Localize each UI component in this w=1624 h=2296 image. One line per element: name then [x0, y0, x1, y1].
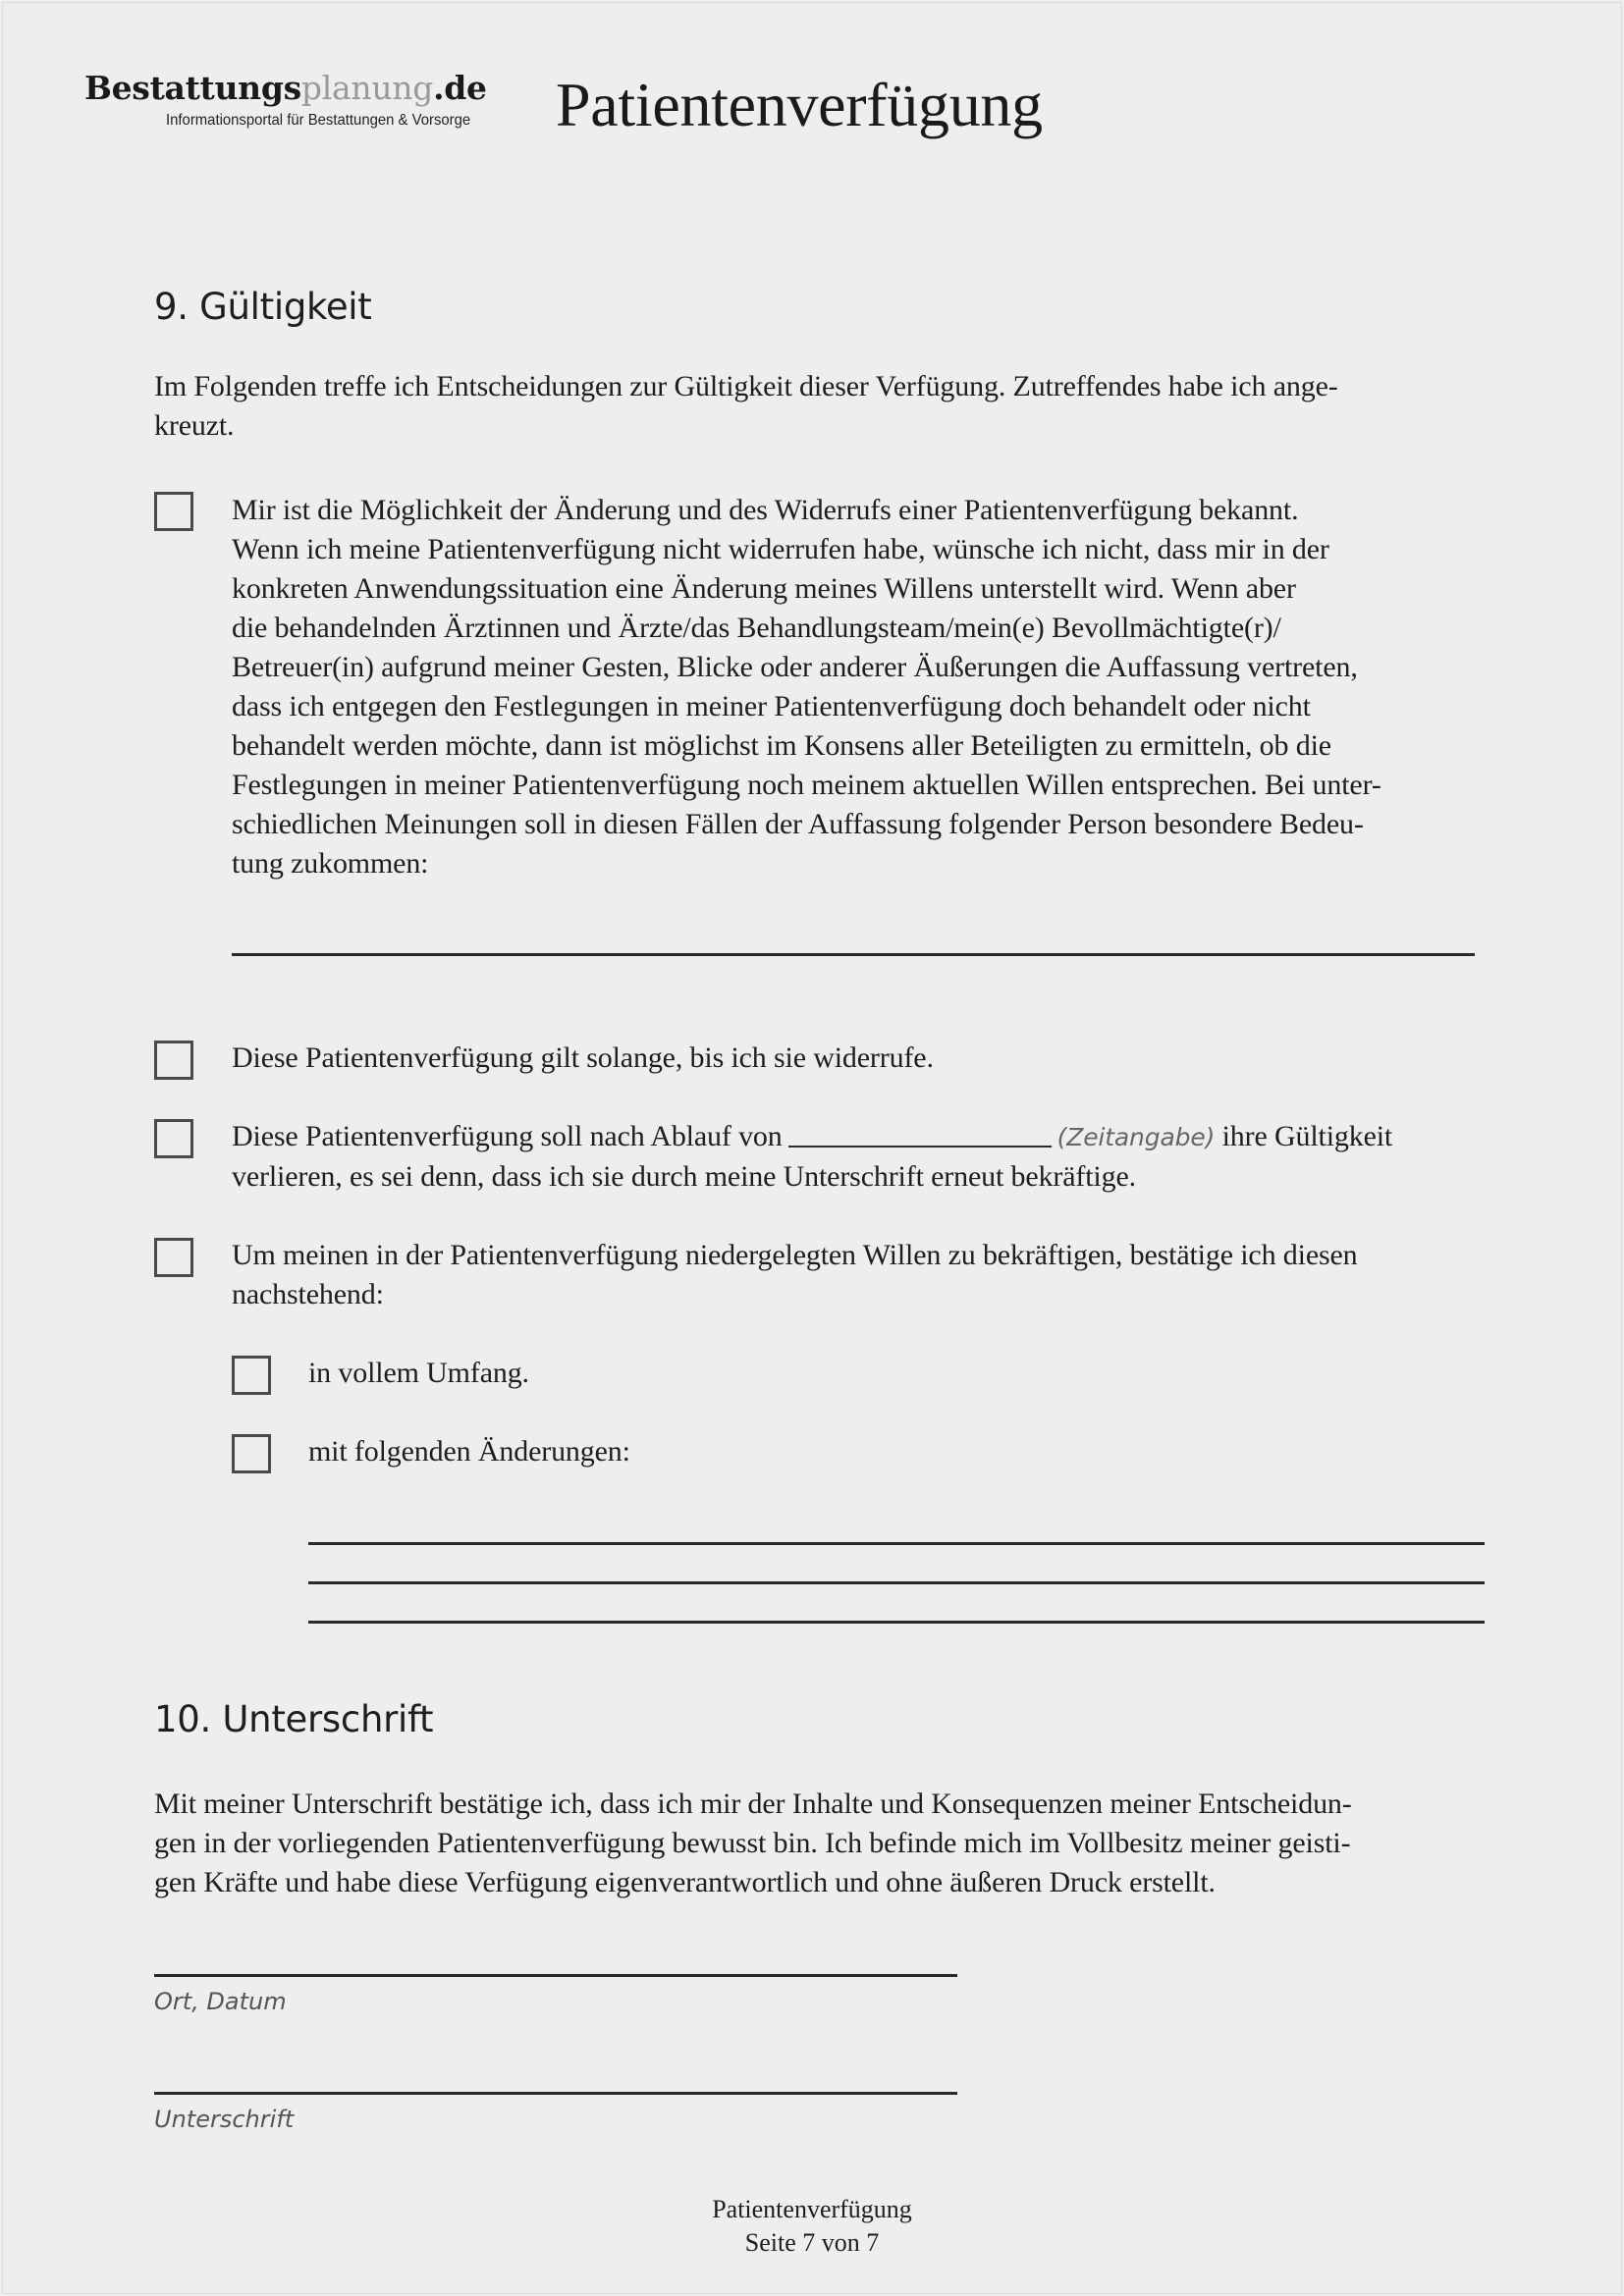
signature-label: Unterschrift: [154, 2106, 295, 2133]
section-heading-signature: 10. Unterschrift: [154, 1698, 434, 1740]
option1-text: [232, 491, 1381, 883]
signature-text-line: gen Kräfte und habe diese Verfügung eigenverantwortlich und ohne äußeren Druck erstellt.: [154, 1866, 1216, 1898]
signature-text-line: gen in der vorliegenden Patientenverfügung bewusst bin. Ich befinde mich im Vollbesitz meiner geisti-: [154, 1827, 1351, 1859]
person-name-field[interactable]: [232, 953, 1475, 956]
option2-label: Diese Patientenverfügung gilt solange, bis ich sie widerrufe.: [232, 1041, 934, 1074]
footer-page-number: Seite 7 von 7: [744, 2228, 880, 2257]
option1-line: die behandelnden Ärztinnen und Ärzte/das Behandlungsteam/mein(e) Bevollmächtigte(r)/: [232, 612, 1281, 644]
time-hint: (Zeitangabe): [1056, 1123, 1216, 1151]
sub-option-label: mit folgenden Änderungen:: [308, 1435, 630, 1468]
option1-line: Festlegungen in meiner Patientenverfügung noch meinem aktuellen Willen entsprechen. Bei unter-: [232, 769, 1381, 801]
option4-text: [232, 1236, 1358, 1314]
option3-line1: [232, 1117, 1392, 1157]
sub-option-label: in vollem Umfang.: [308, 1357, 529, 1389]
page-footer: [616, 2193, 1008, 2260]
option1-line: tung zukommen:: [232, 847, 429, 880]
section9-intro: [154, 367, 1338, 446]
checkbox-valid-until-revoked[interactable]: [154, 1041, 193, 1080]
logo-light-text: planung: [300, 69, 434, 107]
logo-dark-text: Bestattungs: [84, 69, 301, 107]
option1-line: schiedlichen Meinungen soll in diesen Fällen der Auffassung folgender Person besondere Bedeu-: [232, 808, 1364, 840]
checkbox-reaffirm[interactable]: [154, 1238, 193, 1277]
option3-text: [232, 1117, 1392, 1197]
place-date-field[interactable]: [154, 1974, 957, 1977]
time-period-field[interactable]: [788, 1146, 1052, 1148]
option2-text: [232, 1039, 934, 1078]
logo-tagline: Informationsportal für Bestattungen & Vorsorge: [166, 112, 471, 129]
checkbox-expires-after[interactable]: [154, 1119, 193, 1158]
document-title: Patientenverfügung: [556, 70, 1043, 139]
checkbox-revocation-known[interactable]: [154, 492, 193, 531]
option1-line: Mir ist die Möglichkeit der Änderung und des Widerrufs einer Patientenverfügung bekannt.: [232, 494, 1299, 526]
intro-line: Im Folgenden treffe ich Entscheidungen zur Gültigkeit dieser Verfügung. Zutreffendes habe ich ange-: [154, 370, 1338, 402]
option1-line: Betreuer(in) aufgrund meiner Gesten, Blicke oder anderer Äußerungen die Auffassung vertreten,: [232, 651, 1358, 683]
changes-line-2[interactable]: [308, 1581, 1485, 1584]
intro-line: kreuzt.: [154, 409, 235, 442]
section-heading-validity: 9. Gültigkeit: [154, 286, 372, 328]
option4-line: nachstehend:: [232, 1278, 384, 1310]
signature-field[interactable]: [154, 2092, 957, 2095]
checkbox-full-scope[interactable]: [232, 1356, 271, 1395]
sub-option-full-scope: [308, 1354, 529, 1393]
option1-line: Wenn ich meine Patientenverfügung nicht widerrufen habe, wünsche ich nicht, dass mir in der: [232, 533, 1329, 565]
checkbox-with-changes[interactable]: [232, 1434, 271, 1473]
sub-option-with-changes: [308, 1432, 630, 1471]
option1-line: dass ich entgegen den Festlegungen in meiner Patientenverfügung doch behandelt oder nicht: [232, 690, 1311, 722]
option3-line2: verlieren, es sei denn, dass ich sie durch meine Unterschrift erneut bekräftige.: [232, 1160, 1136, 1193]
changes-line-1[interactable]: [308, 1542, 1485, 1545]
section10-text: [154, 1785, 1352, 1902]
option1-line: behandelt werden möchte, dann ist möglichst im Konsens aller Beteiligten zu ermitteln, ob die: [232, 729, 1331, 762]
changes-line-3[interactable]: [308, 1621, 1485, 1624]
logo: [84, 69, 487, 107]
signature-text-line: Mit meiner Unterschrift bestätige ich, dass ich mir der Inhalte und Konsequenzen meiner Entscheidun-: [154, 1788, 1352, 1820]
option1-line: konkreten Anwendungssituation eine Änderung meines Willens unterstellt wird. Wenn aber: [232, 572, 1296, 605]
option3-text-after: ihre Gültigkeit: [1221, 1120, 1393, 1152]
logo-tld-text: .de: [433, 69, 487, 107]
option4-line: Um meinen in der Patientenverfügung niedergelegten Willen zu bekräftigen, bestätige ich diesen: [232, 1239, 1358, 1271]
option3-text-before: Diese Patientenverfügung soll nach Ablauf von: [232, 1120, 783, 1152]
footer-title: Patientenverfügung: [712, 2195, 912, 2223]
place-date-label: Ort, Datum: [154, 1988, 287, 2015]
